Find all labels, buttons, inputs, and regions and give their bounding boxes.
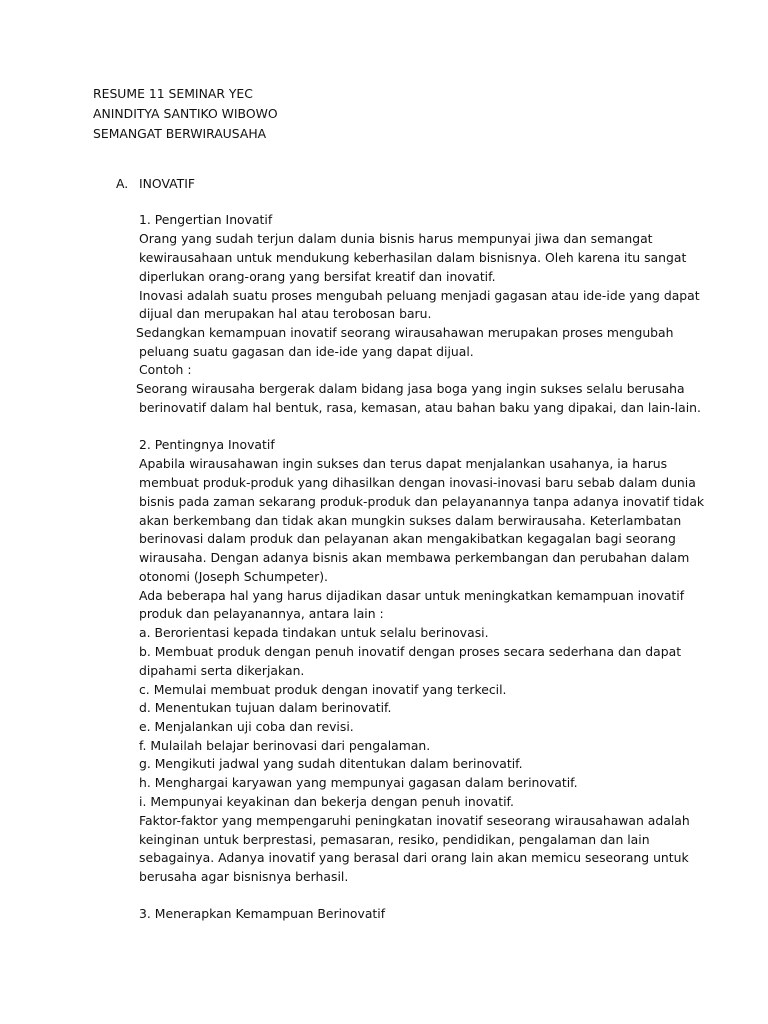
doc-title: RESUME 11 SEMINAR YEC: [93, 86, 253, 101]
paragraph-line: peluang suatu gagasan dan ide-ide yang dapat dijual.: [139, 344, 474, 359]
paragraph-line: diperlukan orang-orang yang bersifat kreatif dan inovatif.: [139, 269, 496, 284]
example-label: Contoh :: [139, 362, 192, 377]
paragraph-line: berinovatif dalam hal bentuk, rasa, kemasan, atau bahan baku yang dipakai, dan lain-lain.: [139, 400, 701, 415]
paragraph-line: dijual dan merupakan hal atau terobosan baru.: [139, 306, 432, 321]
paragraph-line: Ada beberapa hal yang harus dijadikan dasar untuk meningkatkan kemampuan inovatif: [139, 588, 685, 603]
list-item: c. Memulai membuat produk dengan inovatif yang terkecil.: [139, 682, 507, 697]
paragraph-line: membuat produk-produk yang dihasilkan dengan inovasi-inovasi baru sebab dalam dunia: [139, 475, 696, 490]
paragraph-line: otonomi (Joseph Schumpeter).: [139, 569, 328, 584]
section-letter: A.: [116, 176, 129, 191]
paragraph-line: Seorang wirausaha bergerak dalam bidang jasa boga yang ingin sukses selalu berusaha: [136, 381, 685, 396]
list-item: a. Berorientasi kepada tindakan untuk selalu berinovasi.: [139, 625, 489, 640]
section-title: INOVATIF: [139, 176, 196, 191]
paragraph-line: Faktor-faktor yang mempengaruhi peningkatan inovatif seseorang wirausahawan adalah: [139, 813, 690, 828]
subsection-heading-2: 2. Pentingnya Inovatif: [139, 437, 275, 452]
paragraph-line: Sedangkan kemampuan inovatif seorang wirausahawan merupakan proses mengubah: [136, 325, 674, 340]
list-item: h. Menghargai karyawan yang mempunyai gagasan dalam berinovatif.: [139, 775, 578, 790]
paragraph-line: Orang yang sudah terjun dalam dunia bisnis harus mempunyai jiwa dan semangat: [139, 231, 653, 246]
paragraph-line: akan berkembang dan tidak akan mungkin sukses dalam berwirausaha. Keterlambatan: [139, 513, 682, 528]
list-item: i. Mempunyai keyakinan dan bekerja dengan penuh inovatif.: [139, 794, 514, 809]
list-item-continuation: dipahami serta dikerjakan.: [139, 663, 305, 678]
doc-subtitle: SEMANGAT BERWIRAUSAHA: [93, 126, 267, 141]
list-item: d. Menentukan tujuan dalam berinovatif.: [139, 700, 392, 715]
author-name: ANINDITYA SANTIKO WIBOWO: [93, 106, 278, 121]
paragraph-line: kewirausahaan untuk mendukung keberhasilan dalam bisnisnya. Oleh karena itu sangat: [139, 250, 687, 265]
list-item: f. Mulailah belajar berinovasi dari pengalaman.: [139, 738, 431, 753]
paragraph-line: bisnis pada zaman sekarang produk-produk dan pelayanannya tanpa adanya inovatif tidak: [139, 494, 705, 509]
paragraph-line: berinovasi dalam produk dan pelayanan akan mengakibatkan kegagalan bagi seorang: [139, 531, 676, 546]
paragraph-line: Inovasi adalah suatu proses mengubah peluang menjadi gagasan atau ide-ide yang dapat: [139, 288, 700, 303]
paragraph-line: berusaha agar bisnisnya berhasil.: [139, 869, 349, 884]
list-item: e. Menjalankan uji coba dan revisi.: [139, 719, 354, 734]
paragraph-line: produk dan pelayanannya, antara lain :: [139, 606, 384, 621]
subsection-heading-3: 3. Menerapkan Kemampuan Berinovatif: [139, 906, 386, 921]
paragraph-line: keinginan untuk berprestasi, pemasaran, resiko, pendidikan, pengalaman dan lain: [139, 832, 650, 847]
paragraph-line: wirausaha. Dengan adanya bisnis akan membawa perkembangan dan perubahan dalam: [139, 550, 690, 565]
list-item: g. Mengikuti jadwal yang sudah ditentukan dalam berinovatif.: [139, 756, 523, 771]
paragraph-line: sebagainya. Adanya inovatif yang berasal dari orang lain akan memicu seseorang untuk: [139, 850, 689, 865]
list-item: b. Membuat produk dengan penuh inovatif dengan proses secara sederhana dan dapat: [139, 644, 682, 659]
subsection-heading-1: 1. Pengertian Inovatif: [139, 212, 273, 227]
paragraph-line: Apabila wirausahawan ingin sukses dan terus dapat menjalankan usahanya, ia harus: [139, 456, 668, 471]
